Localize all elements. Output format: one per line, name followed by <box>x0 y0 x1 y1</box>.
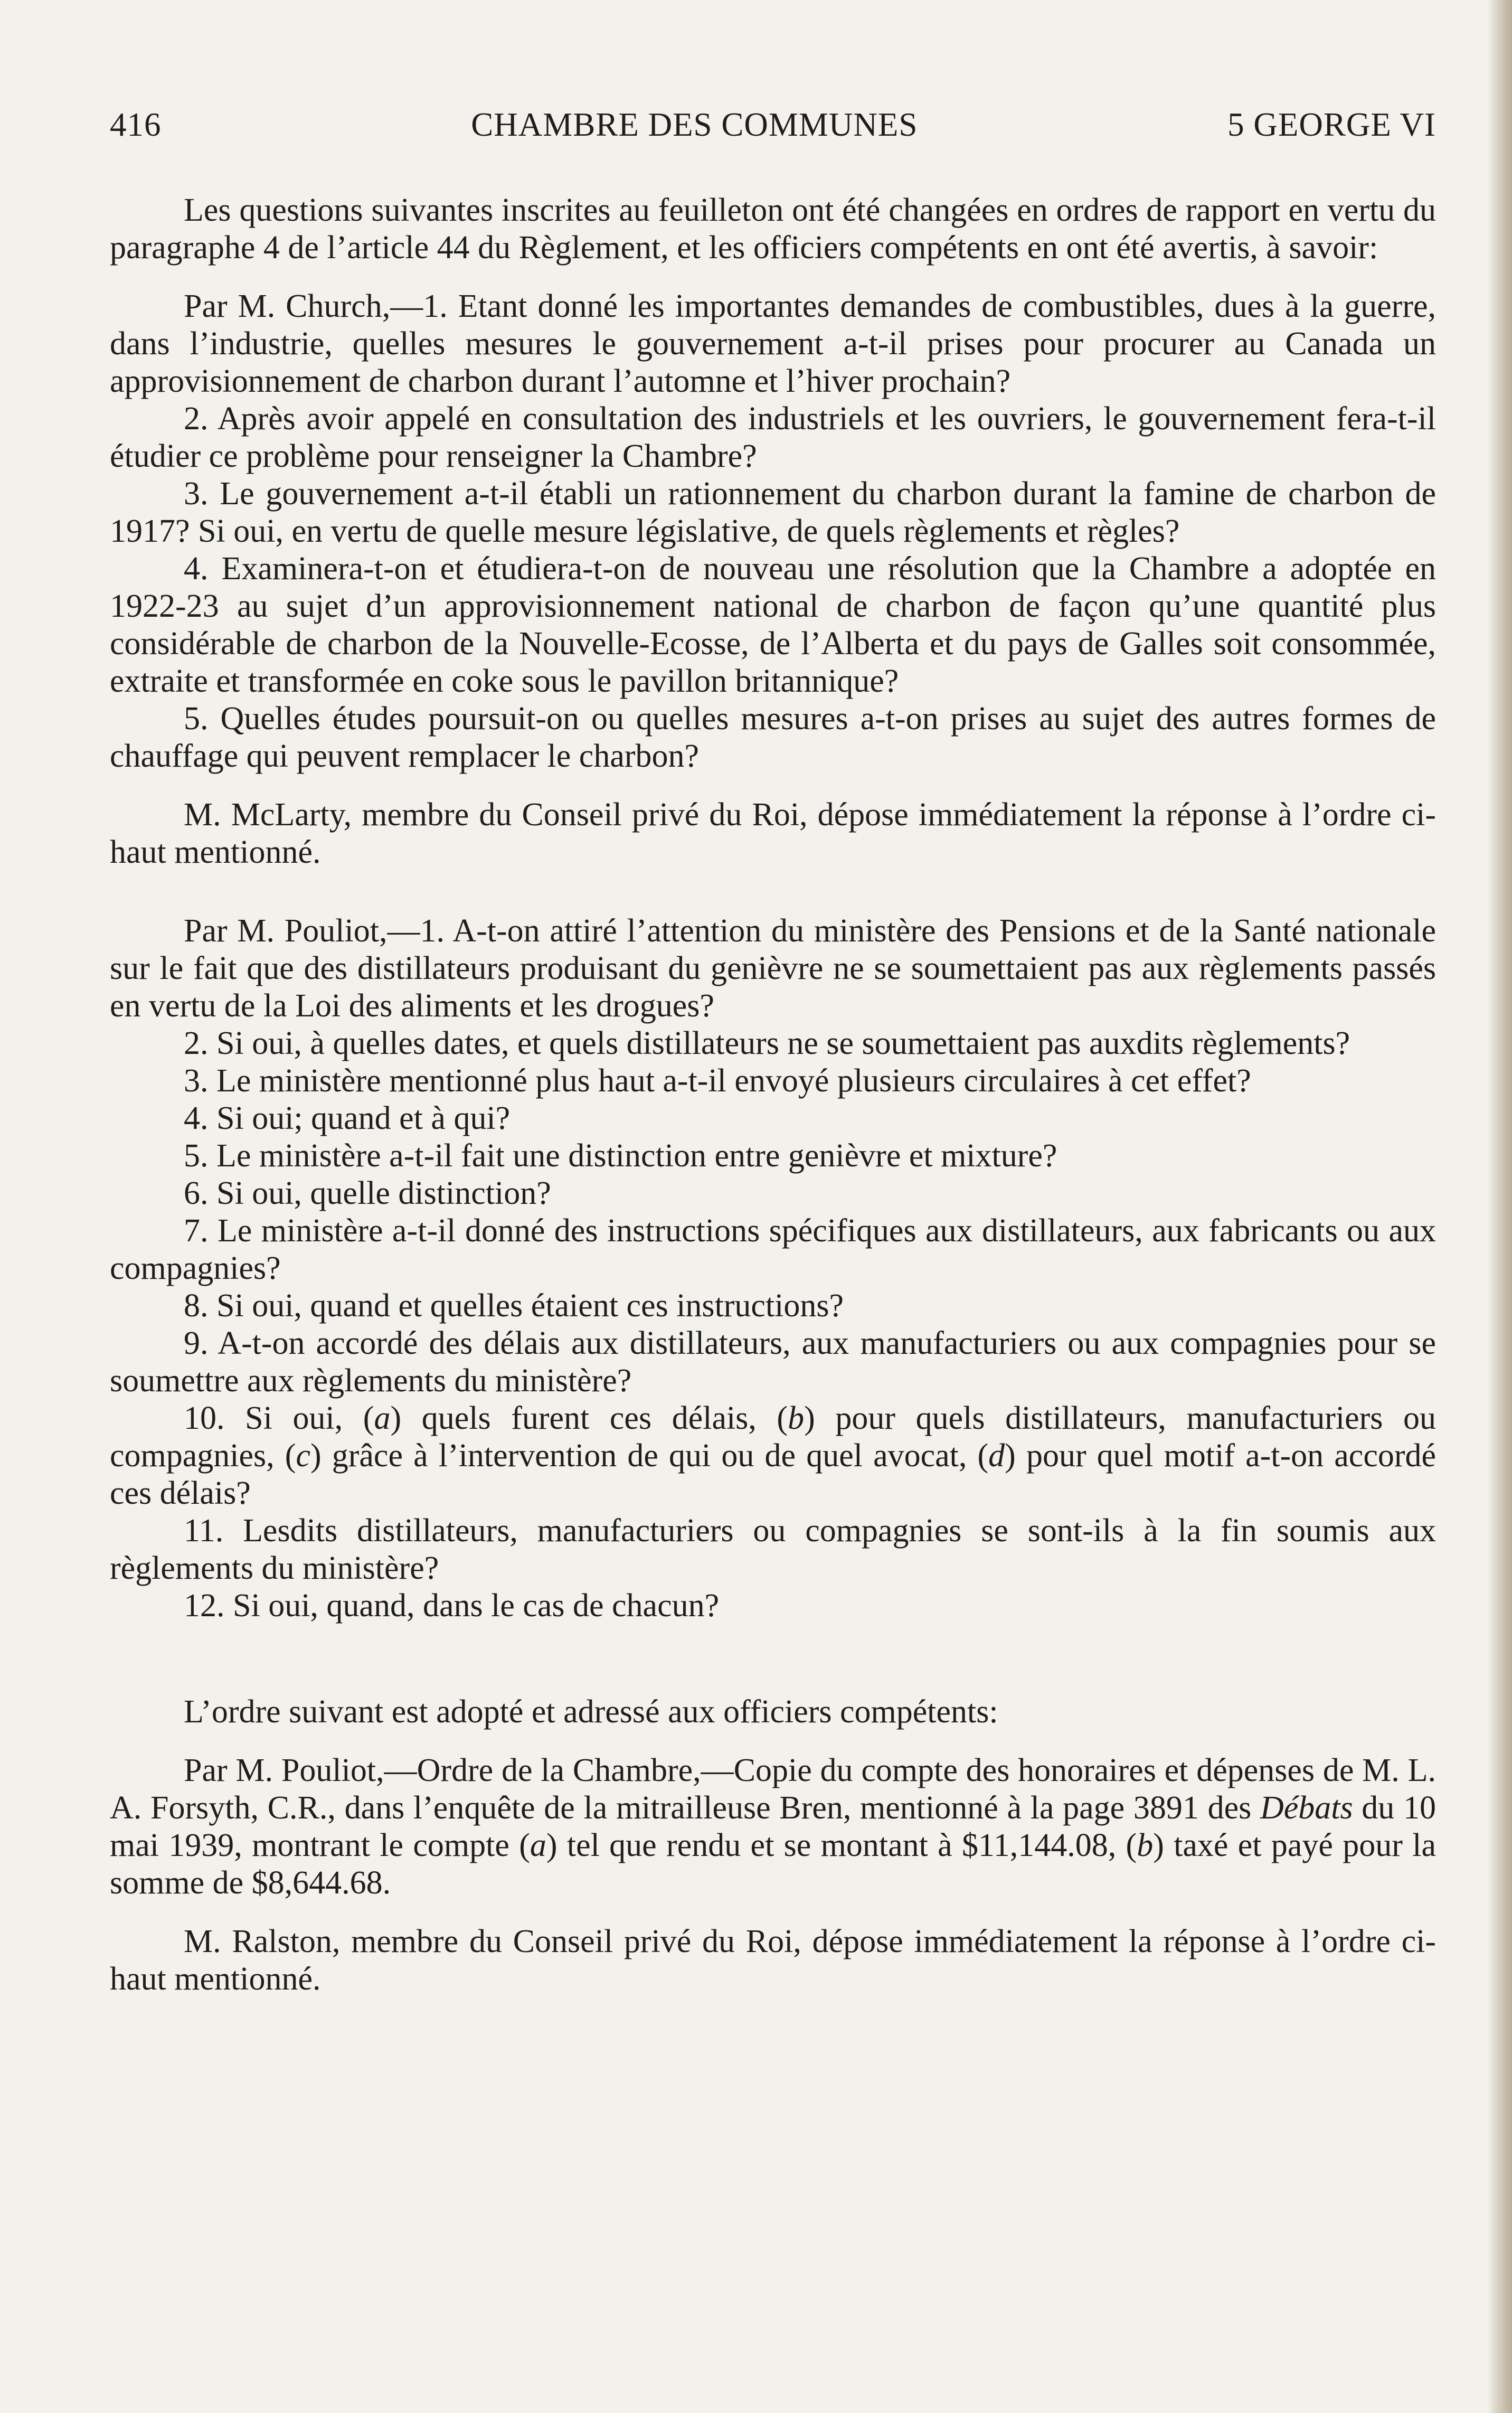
order-part-2: du 10 mai 1939, montrant le compte ( <box>110 1790 1436 1863</box>
order-part-4: ) taxé et payé pour la somme de $8,644.68. <box>110 1827 1436 1901</box>
book-spine-shadow <box>1488 0 1512 2413</box>
q10-letter-d: d <box>988 1438 1005 1474</box>
q10-part-b: ) quels furent ces délais, ( <box>390 1400 788 1436</box>
page-number: 416 <box>110 106 162 143</box>
order-letter-a: a <box>530 1827 546 1863</box>
church-question-2: 2. Après avoir appelé en consultation des industriels et les ouvriers, le gouvernement fera-t-il étudier ce problème pour renseigner la Chambre? <box>110 401 1436 474</box>
q10-part-end: ) pour quel motif a-t-on accordé ces délais? <box>110 1438 1437 1511</box>
running-header <box>110 106 1436 144</box>
ralston-answer-note: M. Ralston, membre du Conseil privé du Roi, dépose immédiatement la réponse à l’ordre ci-haut mentionné. <box>110 1924 1436 1997</box>
q10-letter-b: b <box>788 1400 805 1436</box>
pouliot-order <box>110 1752 1436 1902</box>
order-debats: Débats <box>1260 1790 1353 1826</box>
q10-letter-a: a <box>374 1400 391 1436</box>
pouliot-question-3: 3. Le ministère mentionné plus haut a-t-il envoyé plusieurs circulaires à cet effet? <box>184 1063 1251 1099</box>
q10-part-d: ) grâce à l’intervention de qui ou de quel avocat, ( <box>310 1438 989 1474</box>
intro-paragraph: Les questions suivantes inscrites au feuilleton ont été changées en ordres de rapport en vertu du paragraphe 4 de l’article 44 du Règlement, et les officiers compétents en ont été avertis, à savoir: <box>110 192 1436 266</box>
pouliot-question-2: 2. Si oui, à quelles dates, et quels distillateurs ne se soumettaient pas auxdits règlements? <box>184 1025 1350 1061</box>
body-text <box>110 192 1436 1998</box>
mclarty-answer-note: M. McLarty, membre du Conseil privé du Roi, dépose immédiatement la réponse à l’ordre ci-haut mentionné. <box>110 797 1436 870</box>
pouliot-question-1: Par M. Pouliot,—1. A-t-on attiré l’attention du ministère des Pensions et de la Santé nationale sur le fait que des distillateurs produisant du genièvre ne se soumettaient pas aux règlements passés en vertu de la Loi des aliments et les drogues? <box>110 913 1436 1024</box>
q10-part-c: ) pour quels distillateurs, manufacturiers ou compagnies, ( <box>110 1400 1437 1474</box>
pouliot-question-4: 4. Si oui; quand et à qui? <box>184 1100 511 1136</box>
order-part-3: ) tel que rendu et se montant à $11,144.08, ( <box>546 1827 1137 1863</box>
order-letter-b: b <box>1137 1827 1154 1863</box>
journal-title: CHAMBRE DES COMMUNES <box>471 106 918 143</box>
document-page <box>110 106 1436 1998</box>
pouliot-question-8: 8. Si oui, quand et quelles étaient ces instructions? <box>184 1288 844 1324</box>
pouliot-question-9: 9. A-t-on accordé des délais aux distillateurs, aux manufacturiers ou aux compagnies pour se soumettre aux règlements du ministère? <box>110 1325 1436 1399</box>
church-question-1: Par M. Church,—1. Etant donné les importantes demandes de combustibles, dues à la guerre, dans l’industrie, quelles mesures le gouvernement a-t-il prises pour procurer au Canada un approvisionnement de charbon durant l’automne et l’hiver prochain? <box>110 288 1436 399</box>
church-question-4: 4. Examinera-t-on et étudiera-t-on de nouveau une résolution que la Chambre a adoptée en 1922-23 au sujet d’un approvisionnement national de charbon de façon qu’une quantité plus considérable de charbon de la Nouvelle-Ecosse, de l’Alberta et du pays de Galles soit consommée, extraite et transformée en coke sous le pavillon britannique? <box>110 551 1436 699</box>
pouliot-question-5: 5. Le ministère a-t-il fait une distinction entre genièvre et mixture? <box>184 1138 1057 1174</box>
pouliot-question-10 <box>110 1400 1436 1512</box>
order-intro: L’ordre suivant est adopté et adressé aux officiers compétents: <box>184 1694 998 1730</box>
pouliot-question-7: 7. Le ministère a-t-il donné des instructions spécifiques aux distillateurs, aux fabricants ou aux compagnies? <box>110 1213 1436 1286</box>
session-label: 5 GEORGE VI <box>1227 106 1436 143</box>
q10-letter-c: c <box>296 1438 310 1474</box>
pouliot-question-6: 6. Si oui, quelle distinction? <box>184 1175 551 1211</box>
order-part-1: Par M. Pouliot,—Ordre de la Chambre,—Copie du compte des honoraires et dépenses de M. L. A. Forsyth, C.R., dans l’enquête de la mitrailleuse Bren, mentionné à la page 3891 des <box>110 1752 1436 1826</box>
q10-part-a: 10. Si oui, ( <box>184 1400 374 1436</box>
church-question-5: 5. Quelles études poursuit-on ou quelles mesures a-t-on prises au sujet des autres formes de chauffage qui peuvent remplacer le charbon? <box>110 701 1436 774</box>
pouliot-question-11: 11. Lesdits distillateurs, manufacturiers ou compagnies se sont-ils à la fin soumis aux règlements du ministère? <box>110 1513 1436 1586</box>
pouliot-question-12: 12. Si oui, quand, dans le cas de chacun? <box>184 1588 720 1624</box>
church-question-3: 3. Le gouvernement a-t-il établi un rationnement du charbon durant la famine de charbon de 1917? Si oui, en vertu de quelle mesure législative, de quels règlements et règles? <box>110 476 1436 549</box>
